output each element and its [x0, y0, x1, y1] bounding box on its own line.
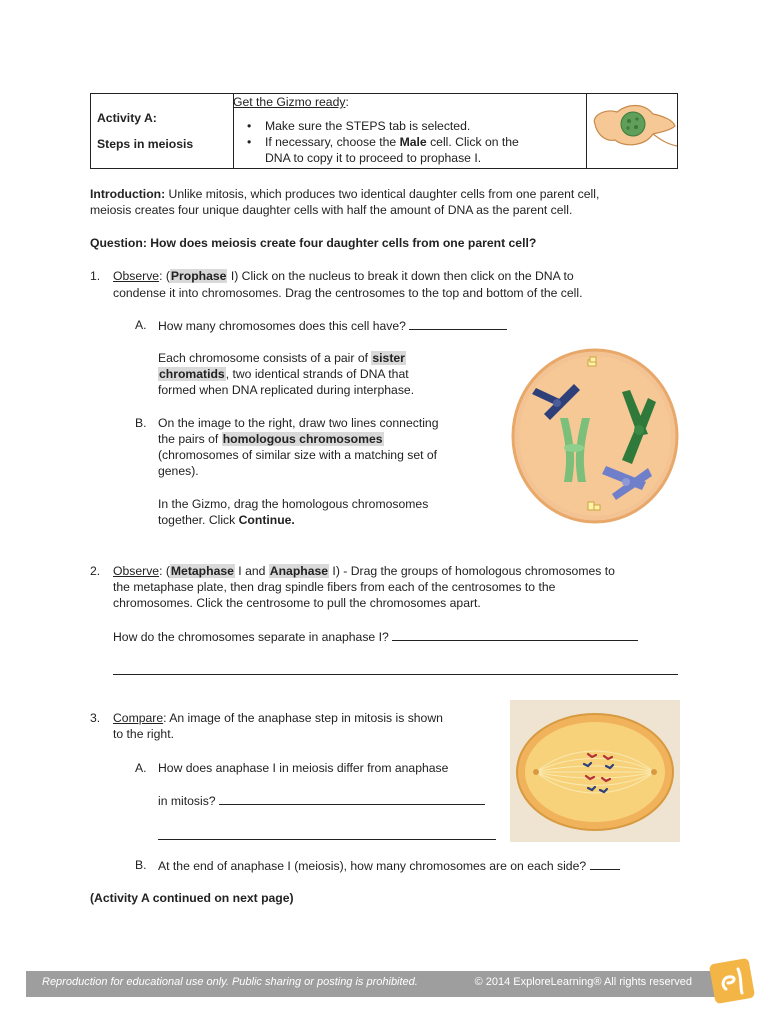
sperm-cell-image	[587, 94, 677, 168]
q1b-letter: B.	[135, 416, 147, 430]
get-ready-list	[247, 118, 519, 166]
activity-title: Steps in meiosis	[97, 137, 194, 151]
q3a-answer-blank-2[interactable]	[158, 839, 496, 840]
q1b-line-3: (chromosomes of similar size with a matching set of	[158, 448, 438, 462]
q1b-line-4: genes).	[158, 464, 199, 478]
header-image-cell	[587, 94, 677, 168]
explorelearning-logo-icon	[708, 955, 758, 1005]
q1a-letter: A.	[135, 318, 147, 332]
q3-line-2: to the right.	[113, 727, 174, 741]
sister-line-2: chromatids, two identical strands of DNA that	[159, 367, 409, 381]
q2-answer-blank-2[interactable]	[113, 674, 678, 675]
gizmo-line-1: In the Gizmo, drag the homologous chromosomes	[158, 497, 429, 511]
q2-ask: How do the chromosomes separate in anaphase I?	[113, 628, 638, 645]
q1b-line-2: the pairs of homologous chromosomes	[158, 432, 383, 446]
q1b-line-1: On the image to the right, draw two lines connecting	[158, 416, 439, 430]
activity-label-cell	[91, 94, 234, 168]
footer-bar	[26, 971, 730, 997]
anaphase-mitosis-image	[510, 700, 680, 842]
introduction-line-2: meiosis creates four unique daughter cells with half the amount of DNA as the parent cell.	[90, 203, 573, 217]
q3-line-1: Compare: An image of the anaphase step in mitosis is shown	[113, 711, 443, 725]
prophase-cell-image[interactable]	[510, 348, 680, 524]
q3-number: 3.	[90, 711, 101, 725]
q3a-answer-blank-1[interactable]	[219, 792, 485, 805]
q1-line-2: condense it into chromosomes. Drag the centrosomes to the top and bottom of the cell.	[113, 286, 583, 300]
question-heading: Question: How does meiosis create four daughter cells from one parent cell?	[90, 236, 537, 250]
q1-line-1: Observe: (Prophase I) Click on the nucleus to break it down then click on the DNA to	[113, 269, 574, 283]
q2-line-3: chromosomes. Click the centrosome to pull the chromosomes apart.	[113, 596, 481, 610]
sister-line-3: formed when DNA replicated during interphase.	[158, 383, 415, 397]
introduction-line-1: Introduction: Unlike mitosis, which produces two identical daughter cells from one parent cell,	[90, 187, 600, 201]
q3a-line-1: How does anaphase I in meiosis differ from anaphase	[158, 761, 449, 775]
q3a-letter: A.	[135, 761, 147, 775]
continued-note: (Activity A continued on next page)	[90, 891, 294, 905]
q1a-text: How many chromosomes does this cell have?	[158, 317, 507, 334]
sister-line-1: Each chromosome consists of a pair of sister	[158, 351, 405, 365]
q3b-answer-blank[interactable]	[590, 857, 620, 870]
activity-header-table	[90, 93, 678, 169]
get-ready-bullet-1: • Make sure the STEPS tab is selected.	[247, 118, 519, 134]
q3b-letter: B.	[135, 858, 147, 872]
footer-copyright: © 2014 ExploreLearning® All rights reserved	[474, 976, 692, 988]
q1a-answer-blank[interactable]	[409, 317, 507, 330]
q2-line-2: the metaphase plate, then drag spindle fibers from each of the centrosomes to the	[113, 580, 556, 594]
q1-number: 1.	[90, 269, 101, 283]
q2-answer-blank-1[interactable]	[392, 628, 638, 641]
q2-line-1: Observe: (Metaphase I and Anaphase I) - Drag the groups of homologous chromosomes to	[113, 564, 615, 578]
gizmo-ready-cell	[233, 94, 587, 168]
q2-number: 2.	[90, 564, 101, 578]
get-ready-heading: Get the Gizmo ready:	[233, 95, 349, 109]
q3a-line-2: in mitosis?	[158, 792, 485, 809]
q3b-text: At the end of anaphase I (meiosis), how many chromosomes are on each side?	[158, 857, 620, 874]
get-ready-bullet-2: • If necessary, choose the Male cell. Click on the DNA to copy it to proceed to prophase I.	[247, 134, 519, 166]
activity-label: Activity A:	[97, 111, 157, 125]
gizmo-line-2: together. Click Continue.	[158, 513, 295, 527]
footer-disclaimer: Reproduction for educational use only. Public sharing or posting is prohibited.	[42, 976, 418, 988]
